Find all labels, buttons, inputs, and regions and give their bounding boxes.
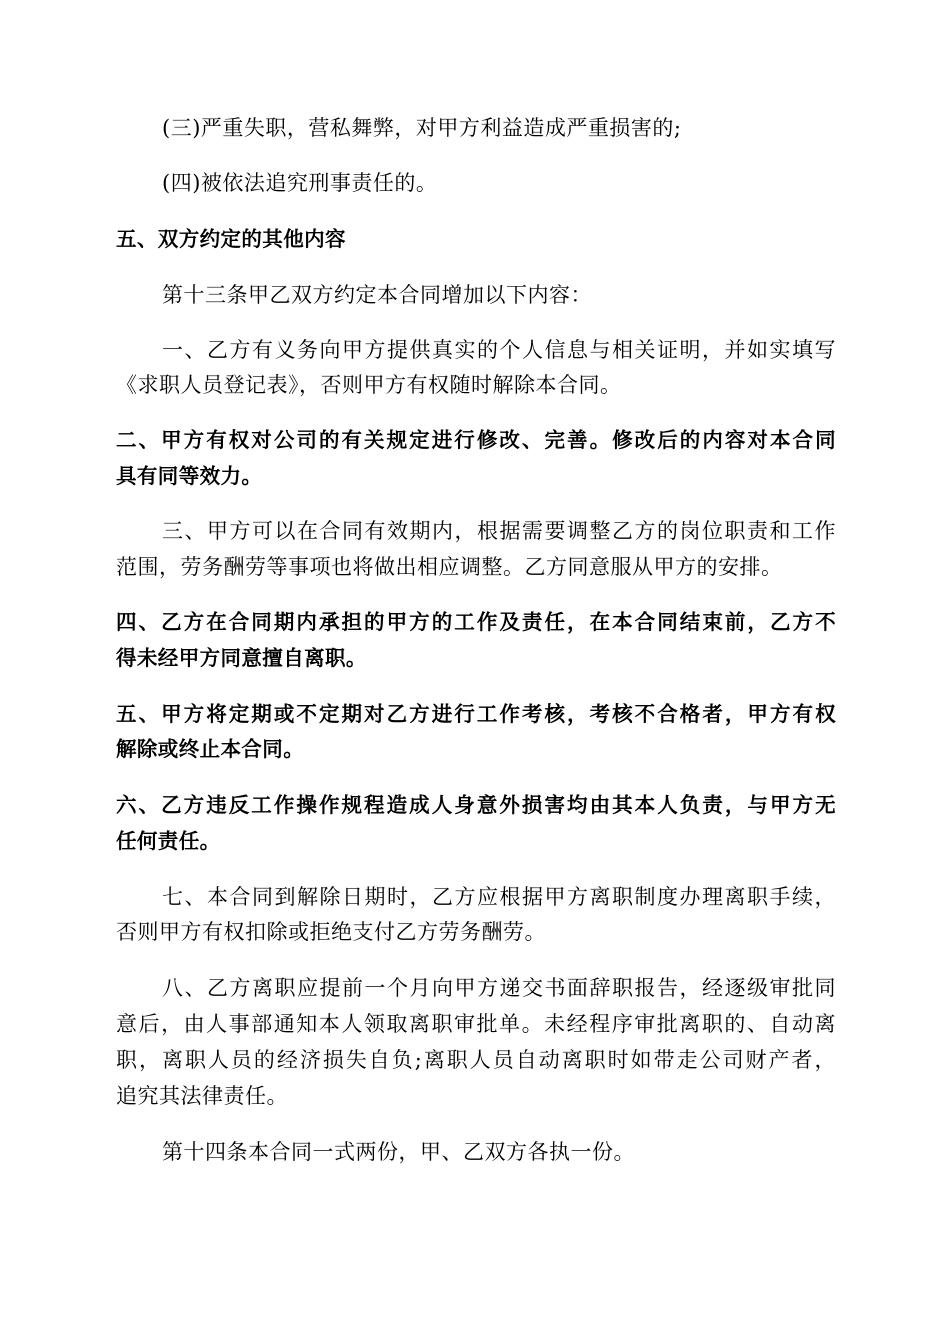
item-6-line-1: 六、乙方违反工作操作规程造成人身意外损害均由其本人负责，与甲方无 <box>116 793 836 817</box>
item-7-line-1: 七、本合同到解除日期时，乙方应根据甲方离职制度办理离职手续， <box>162 885 836 909</box>
item-1-line-2: 《求职人员登记表》，否则甲方有权随时解除本合同。 <box>116 373 622 397</box>
section-heading: 五、双方约定的其他内容 <box>116 227 346 251</box>
item-3-line-2: 范围，劳务酬劳等事项也将做出相应调整。乙方同意服从甲方的安排。 <box>116 555 783 579</box>
item-7-line-2: 否则甲方有权扣除或拒绝支付乙方劳务酬劳。 <box>116 920 546 944</box>
item-4-line-2: 得未经甲方同意擅自离职。 <box>116 646 367 670</box>
item-2-line-1: 二、甲方有权对公司的有关规定进行修改、完善。修改后的内容对本合同 <box>116 428 836 452</box>
item-5-line-2: 解除或终止本合同。 <box>116 737 305 761</box>
item-6-line-2: 任何责任。 <box>116 829 221 853</box>
clause-item-3: (三)严重失职，营私舞弊，对甲方利益造成严重损害的; <box>162 116 682 140</box>
item-8-line-4: 追究其法律责任。 <box>116 1084 288 1108</box>
article-14: 第十四条本合同一式两份，甲、乙双方各执一份。 <box>162 1140 635 1164</box>
article-13-intro: 第十三条甲乙双方约定本合同增加以下内容： <box>162 283 592 307</box>
item-3-line-1: 三、甲方可以在合同有效期内，根据需要调整乙方的岗位职责和工作 <box>162 519 836 543</box>
item-4-line-1: 四、乙方在合同期内承担的甲方的工作及责任，在本合同结束前，乙方不 <box>116 610 836 634</box>
item-1-line-1: 一、乙方有义务向甲方提供真实的个人信息与相关证明，并如实填写 <box>162 338 836 362</box>
item-8-line-3: 职，离职人员的经济损失自负;离职人员自动离职时如带走公司财产者， <box>116 1048 836 1072</box>
item-8-line-2: 意后，由人事部通知本人领取离职审批单。未经程序审批离职的、自动离 <box>116 1012 836 1036</box>
item-8-line-1: 八、乙方离职应提前一个月向甲方递交书面辞职报告，经逐级审批同 <box>162 976 836 1000</box>
clause-item-4: (四)被依法追究刑事责任的。 <box>162 171 438 195</box>
item-5-line-1: 五、甲方将定期或不定期对乙方进行工作考核，考核不合格者，甲方有权 <box>116 702 836 726</box>
item-2-line-2: 具有同等效力。 <box>116 464 263 488</box>
